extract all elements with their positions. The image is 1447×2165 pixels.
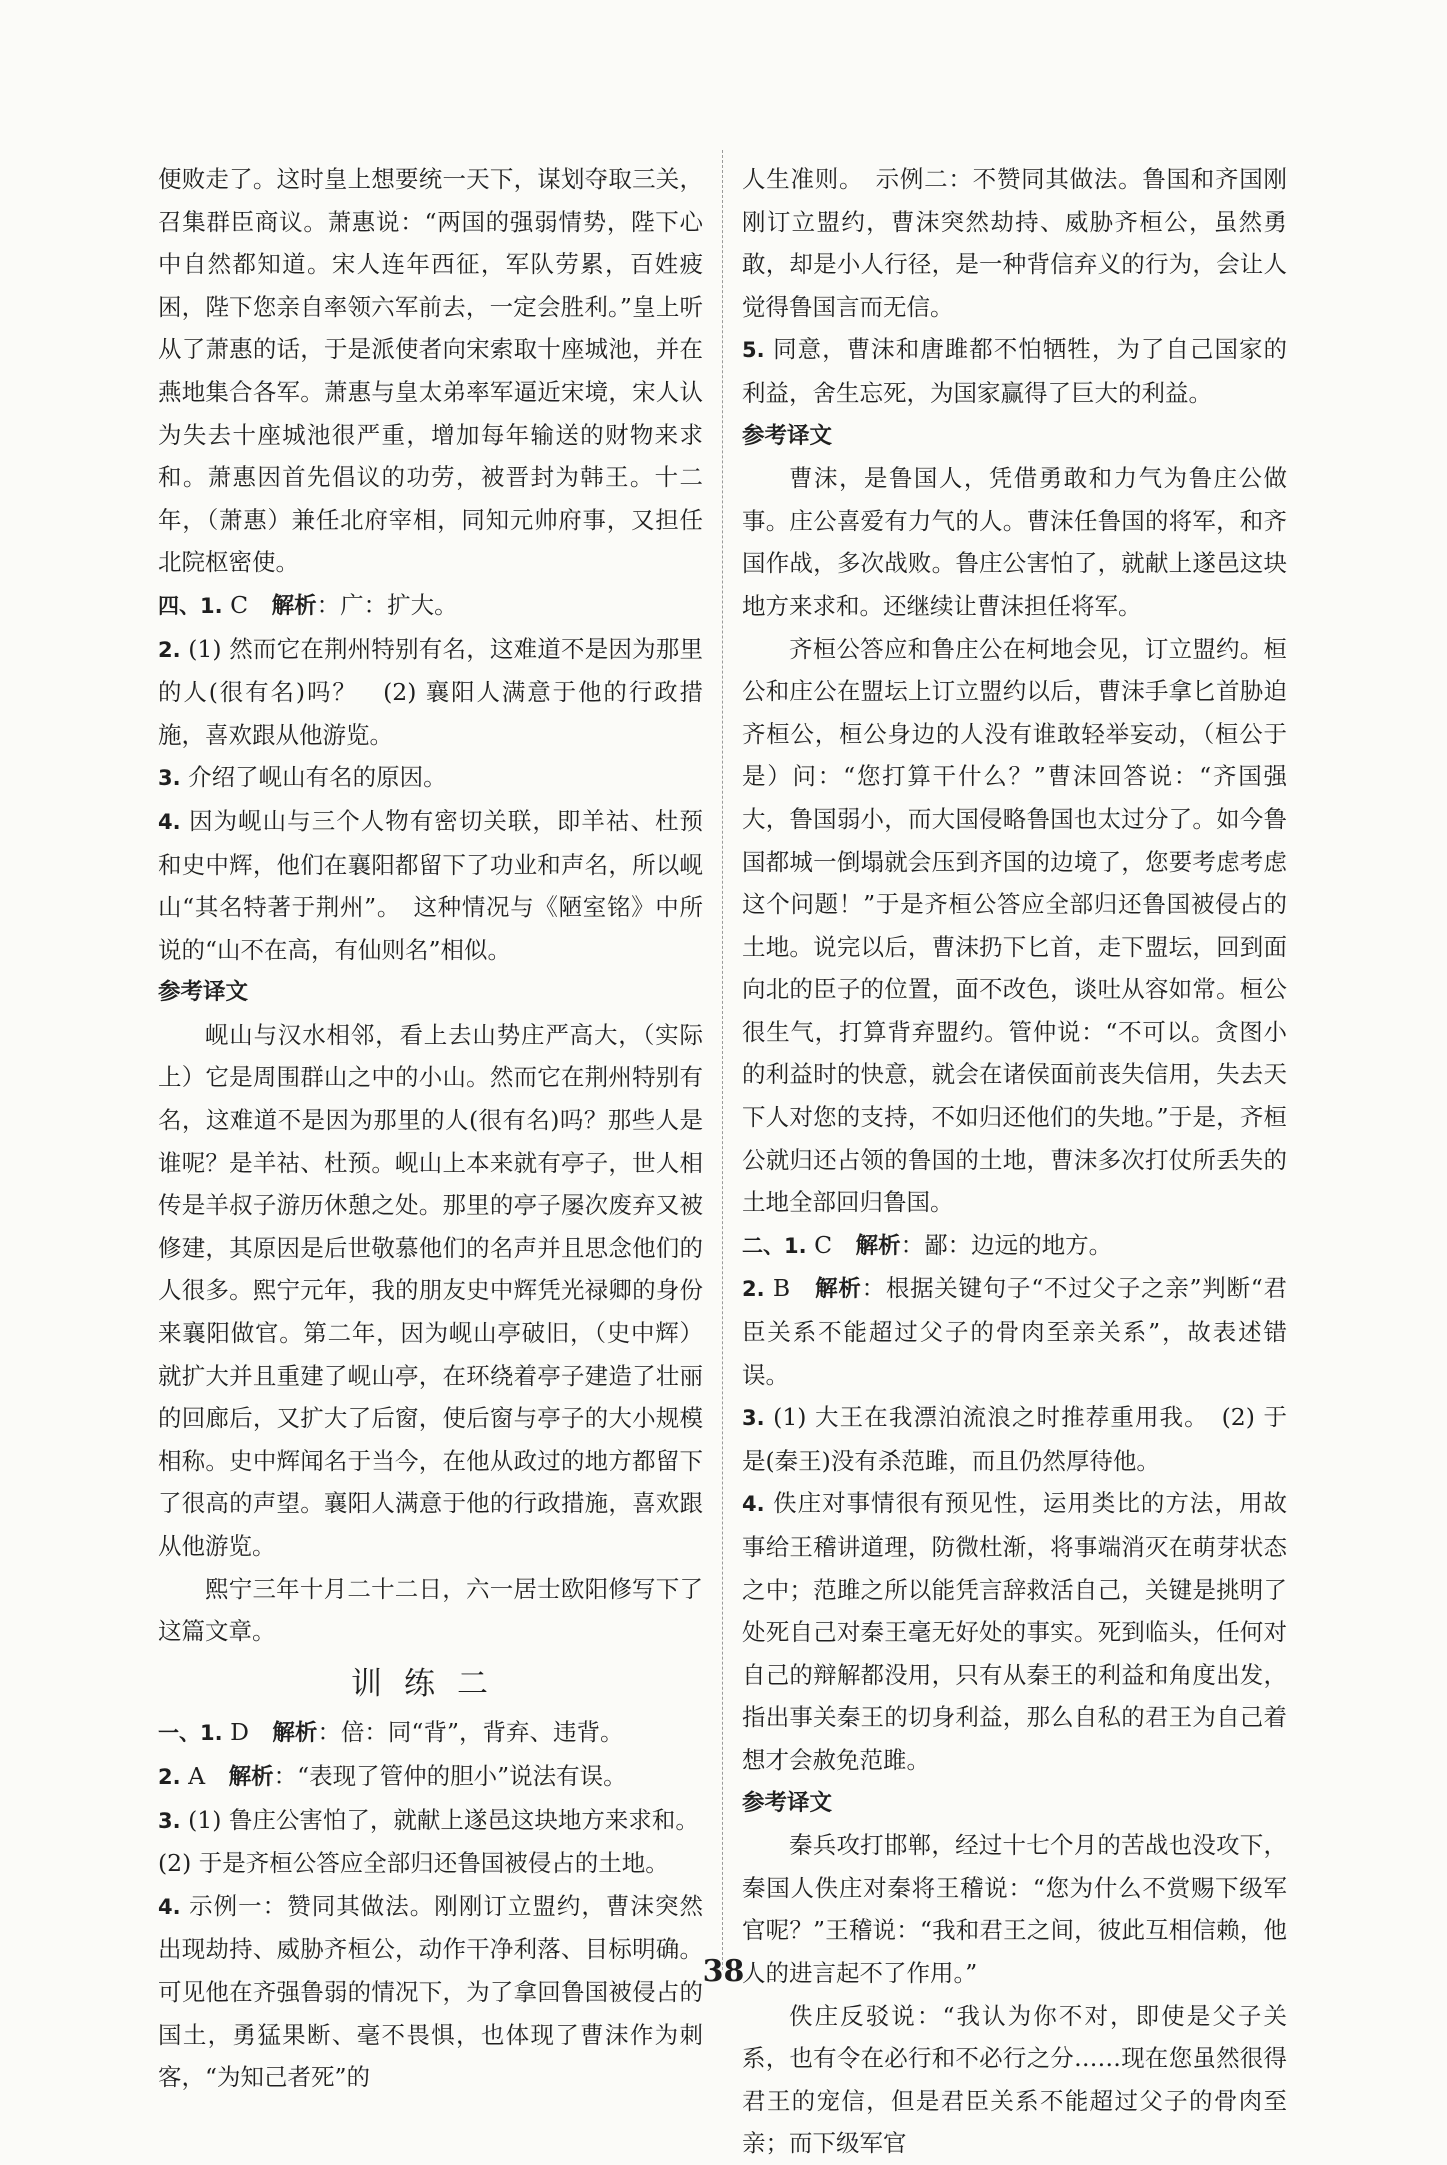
answer-item: 一、1. D 解析：倍：同“背”，背弃、违背。 <box>158 1718 624 1747</box>
answer-item: 3. 介绍了岘山有名的原因。 <box>158 763 447 792</box>
translation-paragraph: 便败走了。这时皇上想要统一天下，谋划夺取三关，召集群臣商议。萧惠说：“两国的强弱情势，陛下心中自然都知道。宋人连年西征，军队劳累，百姓疲困，陛下您亲自率领六军前去，一定会胜利。”皇上听从了萧惠的话，于是派使者向宋索取十座城池，并在燕地集合各军。萧惠与皇太弟率军逼近宋境，宋人认为失去十座城池很严重，增加每年输送的财物来求和。萧惠因首先倡议的功劳，被晋封为韩王。十二年，（萧惠）兼任北府宰相，同知元帅府事，又担任北院枢密使。 <box>158 165 703 577</box>
section-title: 训练二 <box>351 1665 510 1702</box>
column-divider <box>722 150 723 1970</box>
right-column <box>742 158 1287 2165</box>
translation-paragraph: 秦兵攻打邯郸，经过十七个月的苦战也没攻下，秦国人佚庄对秦将王稽说：“您为什么不赏赐下级军官呢？”王稽说：“我和君王之间，彼此互相信赖，他人的进言起不了作用。” <box>742 1831 1287 1987</box>
reference-translation-heading: 参考译文 <box>742 1789 833 1816</box>
reference-translation-heading: 参考译文 <box>742 422 833 449</box>
answer-item: 4. 佚庄对事情很有预见性，运用类比的方法，用故事给王稽讲道理，防微杜渐，将事端消灭在萌芽状态之中；范雎之所以能凭言辞救活自己，关键是挑明了处死自己对秦王毫无好处的事实。死到临头，任何对自己的辩解都没用，只有从秦王的利益和角度出发，指出事关秦王的切身利益，那么自私的君王为自己着想才会赦免范雎。 <box>742 1489 1287 1774</box>
left-column <box>158 158 703 2099</box>
translation-paragraph: 齐桓公答应和鲁庄公在柯地会见，订立盟约。桓公和庄公在盟坛上订立盟约以后，曹沫手拿匕首胁迫齐桓公，桓公身边的人没有谁敢轻举妄动，（桓公于是）问：“您打算干什么？”曹沫回答说：“齐国强大，鲁国弱小，而大国侵略鲁国也太过分了。如今鲁国都城一倒塌就会压到齐国的边境了，您要考虑考虑这个问题！”于是齐桓公答应全部归还鲁国被侵占的土地。说完以后，曹沫扔下匕首，走下盟坛，回到面向北的臣子的位置，面不改色，谈吐从容如常。桓公很生气，打算背弃盟约。管仲说：“不可以。贪图小的利益时的快意，就会在诸侯面前丧失信用，失去天下人对您的支持，不如归还他们的失地。”于是，齐桓公就归还占领的鲁国的土地，曹沫多次打仗所丢失的土地全部回归鲁国。 <box>742 634 1287 1217</box>
answer-item: 4. 因为岘山与三个人物有密切关联，即羊祜、杜预和史中辉，他们在襄阳都留下了功业和声名，所以岘山“其名特著于荆州”。 这种情况与《陋室铭》中所说的“山不在高，有仙则名”相似。 <box>158 806 703 964</box>
answer-item: 2. A 解析：“表现了管仲的胆小”说法有误。 <box>158 1761 627 1790</box>
reference-translation-heading: 参考译文 <box>158 979 249 1006</box>
answer-item: 5. 同意，曹沫和唐雎都不怕牺牲，为了自己国家的利益，舍生忘死，为国家赢得了巨大的利益。 <box>742 335 1287 407</box>
answer-item: 二、1. C 解析：鄙：边远的地方。 <box>742 1230 1113 1259</box>
answer-item: 3. (1) 大王在我漂泊流浪之时推荐重用我。 (2) 于是(秦王)没有杀范雎，而且仍然厚待他。 <box>742 1403 1287 1475</box>
answer-item-continued: (2) 于是齐桓公答应全部归还鲁国被侵占的土地。 <box>158 1849 669 1878</box>
translation-paragraph: 曹沫，是鲁国人，凭借勇敢和力气为鲁庄公做事。庄公喜爱有力气的人。曹沫任鲁国的将军，和齐国作战，多次战败。鲁庄公害怕了，就献上遂邑这块地方来求和。还继续让曹沫担任将军。 <box>742 464 1287 620</box>
translation-paragraph: 岘山与汉水相邻，看上去山势庄严高大，（实际上）它是周围群山之中的小山。然而它在荆州特别有名，这难道不是因为那里的人(很有名)吗？那些人是谁呢？是羊祜、杜预。岘山上本来就有亭子，世人相传是羊叔子游历休憩之处。那里的亭子屡次废弃又被修建，其原因是后世敬慕他们的名声并且思念他们的人很多。熙宁元年，我的朋友史中辉凭光禄卿的身份来襄阳做官。第二年，因为岘山亭破旧，（史中辉）就扩大并且重建了岘山亭，在环绕着亭子建造了壮丽的回廊后，又扩大了后窗，使后窗与亭子的大小规模相称。史中辉闻名于当今，在他从政过的地方都留下了很高的声望。襄阳人满意于他的行政措施，喜欢跟从他游览。 <box>158 1020 703 1560</box>
answer-item: 2. (1) 然而它在荆州特别有名，这难道不是因为那里的人(很有名)吗？ (2) 襄阳人满意于他的行政措施，喜欢跟从他游览。 <box>158 634 703 749</box>
answer-item-continued: 人生准则。 示例二：不赞同其做法。鲁国和齐国刚刚订立盟约，曹沫突然劫持、威胁齐桓公，虽然勇敢，却是小人行径，是一种背信弃义的行为，会让人觉得鲁国言而无信。 <box>742 165 1287 321</box>
answer-item: 4. 示例一：赞同其做法。刚刚订立盟约，曹沫突然出现劫持、威胁齐桓公，动作干净利落、目标明确。可见他在齐强鲁弱的情况下，为了拿回鲁国被侵占的国土，勇猛果断、毫不畏惧，也体现了曹沫作为刺客，“为知己者死”的 <box>158 1891 703 2092</box>
answer-item: 2. B 解析：根据关键句子“不过父子之亲”判断“君臣关系不能超过父子的骨肉至亲关系”，故表述错误。 <box>742 1274 1287 1389</box>
translation-paragraph: 佚庄反驳说：“我认为你不对，即使是父子关系，也有令在必行和不必行之分……现在您虽然很得君王的宠信，但是君臣关系不能超过父子的骨肉至亲；而下级军官 <box>742 2001 1287 2158</box>
page-number: 38 <box>702 1954 745 1989</box>
translation-paragraph: 熙宁三年十月二十二日，六一居士欧阳修写下了这篇文章。 <box>158 1574 703 1646</box>
answer-item: 3. (1) 鲁庄公害怕了，就献上遂邑这块地方来求和。 <box>158 1805 699 1834</box>
answer-item: 四、1. C 解析：广：扩大。 <box>158 590 458 619</box>
